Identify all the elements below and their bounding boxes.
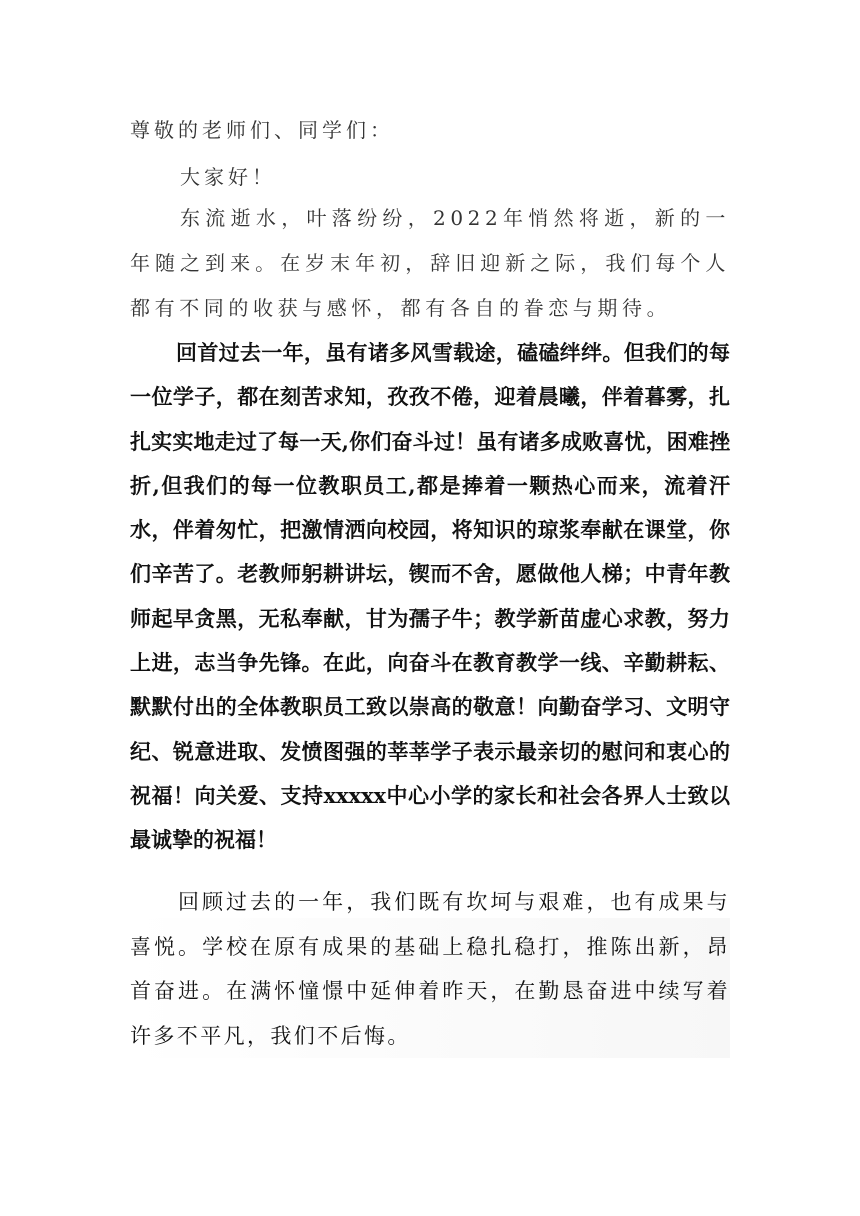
salutation: 尊敬的老师们、同学们： <box>130 118 394 142</box>
paragraph-2: 回首过去一年，虽有诸多风雪载途，磕磕绊绊。但我们的每一位学子，都在刻苦求知，孜孜不倦，迎着晨曦，伴着暮雾，扎扎实实地走过了每一天,你们奋斗过！虽有诸多成败喜忧，困难挫折,但我们的每一位教职员工,都是捧着一颗热心而来，流着汗水，伴着匆忙，把激情洒向校园，将知识的琼浆奉献在课堂，你们辛苦了。老教师躬耕讲坛，锲而不舍，愿做他人梯；中青年教师起早贪黑，无私奉献，甘为孺子牛；教学新苗虚心求教，努力上进，志当争先锋。在此，向奋斗在教育教学一线、辛勤耕耘、默默付出的全体教职员工致以崇高的敬意！向勤奋学习、文明守纪、锐意进取、发愤图强的莘莘学子表示最亲切的慰问和衷心的祝福！向关爱、支持xxxxx中心小学的家长和社会各界人士致以最诚挚的祝福！ <box>130 340 730 853</box>
paragraph-1: 东流逝水，叶落纷纷，2022年悄然将逝，新的一年随之到来。在岁末年初，辞旧迎新之际，我们每个人都有不同的收获与感怀，都有各自的眷恋与期待。 <box>130 206 730 320</box>
greeting: 大家好！ <box>180 165 276 189</box>
paragraph-3: 回顾过去的一年，我们既有坎坷与艰难，也有成果与喜悦。学校在原有成果的基础上稳扎稳打，推陈出新，昂首奋进。在满怀憧憬中延伸着昨天，在勤恳奋进中续写着许多不平凡，我们不后悔。 <box>130 890 730 1048</box>
